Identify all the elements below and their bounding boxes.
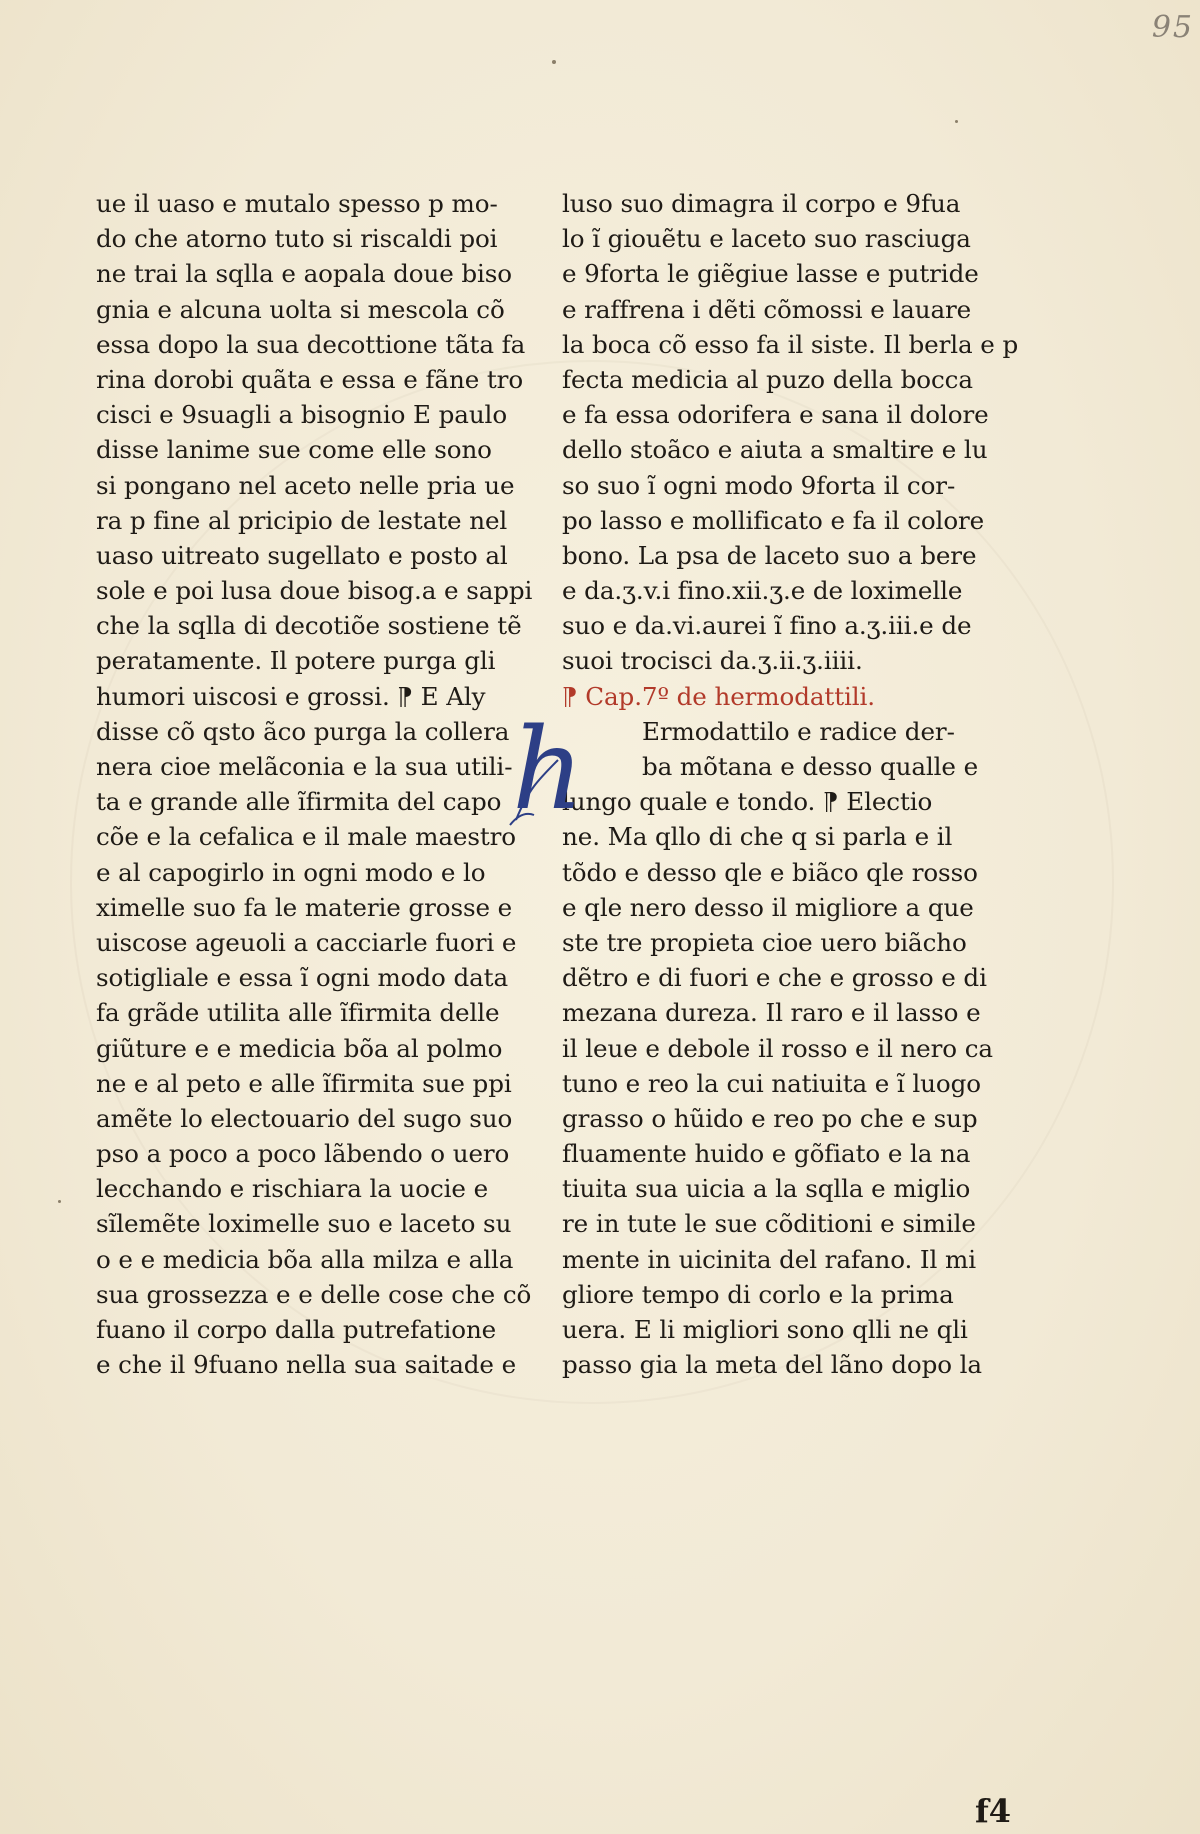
text-line: ra p fine al pricipio de lestate nel: [96, 505, 508, 535]
text-line: e 9forta le giẽgiue lasse e putride: [562, 259, 979, 289]
text-line: sĩlemẽte loximelle suo e laceto su: [96, 1209, 512, 1239]
text-line: sotigliale e essa ĩ ogni modo data: [96, 963, 509, 993]
text-line: luso suo dimagra il corpo e 9fua: [562, 189, 961, 218]
text-line: tõdo e desso qle e biãco qle rosso: [562, 857, 978, 887]
initial-flourish: [508, 720, 568, 830]
text-line: tuno e reo la cui natiuita e ĩ luogo: [562, 1068, 981, 1098]
text-line: ne. Ma qllo di che q si parla e il: [562, 822, 953, 852]
left-text-column: [96, 186, 533, 1382]
signature-mark: f4: [975, 1792, 1012, 1830]
text-line: e che il 9fuano nella sua saitade e: [96, 1350, 517, 1380]
text-line: dẽtro e di fuori e che e grosso e di: [562, 963, 987, 993]
text-line: gliore tempo di corlo e la prima: [562, 1279, 954, 1309]
text-line: disse cõ qsto ãco purga la collera: [96, 716, 510, 746]
text-line: Ermodattilo e radice der-: [642, 716, 955, 746]
text-line: gnia e alcuna uolta si mescola cõ: [96, 294, 505, 324]
text-line: suo e da.vi.aurei ĩ fino a.ʒ.iii.e de: [562, 611, 972, 641]
text-line: ste tre propieta cioe uero biãcho: [562, 927, 967, 957]
text-line: e raffrena i dẽti cõmossi e lauare: [562, 294, 972, 324]
text-line: che la sqlla di decotiõe sostiene tẽ: [96, 611, 522, 641]
text-line: po lasso e mollificato e fa il colore: [562, 505, 985, 535]
text-line: humori uiscosi e grossi. ⁋ E Aly: [96, 681, 486, 711]
paper-speck: [955, 120, 958, 123]
text-line: sole e poi lusa doue bisog.a e sappi: [96, 576, 533, 606]
text-line: e al capogirlo in ogni modo e lo: [96, 857, 486, 887]
text-line: peratamente. Il potere purga gli: [96, 646, 496, 676]
text-line: ⁋ Cap.7º de hermodattili.: [562, 681, 876, 711]
text-line: mente in uicinita del rafano. Il mi: [562, 1244, 977, 1274]
text-line: suoi trocisci da.ʒ.ii.ʒ.iiii.: [562, 646, 863, 676]
right-text-column: [562, 186, 1019, 1382]
folio-number: 95: [1151, 10, 1194, 45]
text-line: rina dorobi quãta e essa e fãne tro: [96, 364, 524, 394]
text-line: essa dopo la sua decottione tãta fa: [96, 329, 526, 359]
text-line: fluamente huido e gõfiato e la na: [562, 1139, 971, 1169]
text-line: fecta medicia al puzo della bocca: [562, 364, 973, 394]
text-line: uiscose ageuoli a cacciarle fuori e: [96, 927, 517, 957]
text-line: uera. E li migliori sono qlli ne qli: [562, 1315, 968, 1344]
text-line: uaso uitreato sugellato e posto al: [96, 540, 508, 570]
text-line: dello stoãco e aiuta a smaltire e lu: [562, 435, 988, 465]
text-line: ue il uaso e mutalo spesso p mo-: [96, 189, 498, 218]
text-line: si pongano nel aceto nelle pria ue: [96, 470, 515, 500]
text-line: mezana dureza. Il raro e il lasso e: [562, 998, 981, 1028]
paper-speck: [552, 60, 556, 64]
text-line: pso a poco a poco lãbendo o uero: [96, 1139, 510, 1169]
text-line: sua grossezza e e delle cose che cõ: [96, 1279, 532, 1309]
text-line: e da.ʒ.v.i fino.xii.ʒ.e de loximelle: [562, 576, 963, 606]
text-line: e fa essa odorifera e sana il dolore: [562, 400, 989, 430]
text-line: il leue e debole il rosso e il nero ca: [562, 1033, 993, 1063]
text-line: fuano il corpo dalla putrefatione: [96, 1315, 497, 1344]
text-line: lungo quale e tondo. ⁋ Electio: [562, 787, 933, 817]
text-line: cisci e 9suagli a bisognio E paulo: [96, 400, 508, 430]
text-line: ba mõtana e desso qualle e: [642, 752, 979, 781]
text-line: do che atorno tuto si riscaldi poi: [96, 224, 498, 254]
text-line: o e e medicia bõa alla milza e alla: [96, 1244, 514, 1274]
text-line: tiuita sua uicia a la sqlla e miglio: [562, 1174, 971, 1204]
text-line: e qle nero desso il migliore a que: [562, 892, 974, 922]
paper-speck: [58, 1200, 61, 1203]
text-line: so suo ĩ ogni modo 9forta il cor-: [562, 470, 956, 500]
text-line: giũture e e medicia bõa al polmo: [96, 1033, 503, 1063]
text-line: amẽte lo electouario del sugo suo: [96, 1103, 513, 1133]
text-line: ximelle suo fa le materie grosse e: [96, 892, 513, 922]
text-line: disse lanime sue come elle sono: [96, 435, 492, 465]
text-line: ta e grande alle ĩfirmita del capo: [96, 787, 502, 817]
text-line: lecchando e rischiara la uocie e: [96, 1174, 489, 1204]
text-line: ne e al peto e alle ĩfirmita sue ppi: [96, 1068, 512, 1098]
text-line: cõe e la cefalica e il male maestro: [96, 822, 516, 852]
text-line: la boca cõ esso fa il siste. Il berla e p: [562, 329, 1019, 359]
text-line: fa grãde utilita alle ĩfirmita delle: [96, 998, 500, 1028]
text-line: lo ĩ giouẽtu e laceto suo rasciuga: [562, 224, 971, 254]
text-line: nera cioe melãconia e la sua utili-: [96, 752, 513, 781]
text-line: bono. La psa de laceto suo a bere: [562, 540, 977, 570]
text-line: passo gia la meta del lãno dopo la: [562, 1350, 982, 1380]
decorated-initial-letter: h: [512, 705, 585, 835]
text-line: grasso o hũido e reo po che e sup: [562, 1103, 978, 1133]
text-line: re in tute le sue cõditioni e simile: [562, 1209, 976, 1239]
text-line: ne trai la sqlla e aopala doue biso: [96, 259, 513, 289]
